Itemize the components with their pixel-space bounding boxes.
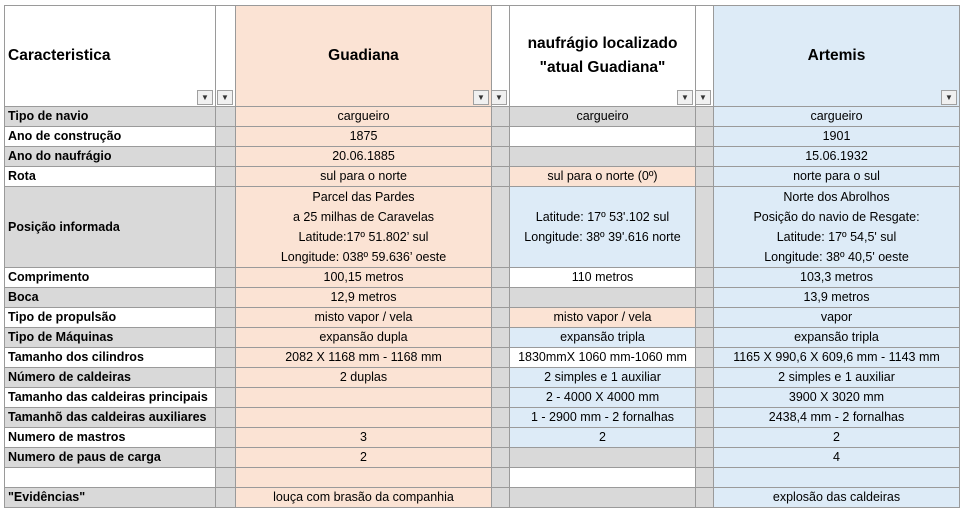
cell-naufragio bbox=[510, 488, 696, 508]
row-label: Tamanhõ das caldeiras auxiliares bbox=[5, 408, 216, 428]
filter-dropdown-icon[interactable]: ▼ bbox=[941, 90, 957, 105]
table-row bbox=[5, 167, 960, 187]
cell-artemis: 13,9 metros bbox=[714, 288, 960, 308]
row-label: Tipo de Máquinas bbox=[5, 328, 216, 348]
cell-guadiana: 12,9 metros bbox=[236, 288, 492, 308]
cell-guadiana: louça com brasão da companhia bbox=[236, 488, 492, 508]
cell-artemis: 4 bbox=[714, 448, 960, 468]
cell-artemis: 3900 X 3020 mm bbox=[714, 388, 960, 408]
cell-artemis: 1165 X 990,6 X 609,6 mm - 1143 mm bbox=[714, 348, 960, 368]
table-row bbox=[5, 308, 960, 328]
table-row bbox=[5, 408, 960, 428]
table-row bbox=[5, 348, 960, 368]
cell-guadiana: cargueiro bbox=[236, 107, 492, 127]
filter-dropdown-icon[interactable]: ▼ bbox=[217, 90, 233, 105]
row-label: Comprimento bbox=[5, 268, 216, 288]
cell-artemis: 1901 bbox=[714, 127, 960, 147]
table-row bbox=[5, 288, 960, 308]
row-label: "Evidências" bbox=[5, 488, 216, 508]
cell-guadiana: 100,15 metros bbox=[236, 268, 492, 288]
spacer-cell bbox=[696, 6, 714, 107]
cell-artemis bbox=[714, 468, 960, 488]
row-label: Tamanho das caldeiras principais bbox=[5, 388, 216, 408]
row-label: Rota bbox=[5, 167, 216, 187]
header-caracteristica: Caracteristica ▼ bbox=[5, 6, 216, 107]
table-row bbox=[5, 268, 960, 288]
cell-naufragio: 2 bbox=[510, 428, 696, 448]
cell-guadiana: sul para o norte bbox=[236, 167, 492, 187]
row-label: Numero de mastros bbox=[5, 428, 216, 448]
cell-naufragio bbox=[510, 468, 696, 488]
filter-dropdown-icon[interactable]: ▼ bbox=[677, 90, 693, 105]
cell-naufragio bbox=[510, 127, 696, 147]
cell-guadiana: 1875 bbox=[236, 127, 492, 147]
cell-artemis: 2438,4 mm - 2 fornalhas bbox=[714, 408, 960, 428]
table-row bbox=[5, 388, 960, 408]
cell-guadiana: 2 duplas bbox=[236, 368, 492, 388]
table-row bbox=[5, 107, 960, 127]
header-naufragio: naufrágio localizado "atual Guadiana" ▼ bbox=[510, 6, 696, 107]
cell-naufragio: sul para o norte (0º) bbox=[510, 167, 696, 187]
row-label: Tamanho dos cilindros bbox=[5, 348, 216, 368]
cell-naufragio: expansão tripla bbox=[510, 328, 696, 348]
filter-dropdown-icon[interactable]: ▼ bbox=[473, 90, 489, 105]
table-row bbox=[5, 428, 960, 448]
row-label: Número de caldeiras bbox=[5, 368, 216, 388]
row-label: Tipo de navio bbox=[5, 107, 216, 127]
header-row bbox=[5, 6, 960, 107]
table-row bbox=[5, 127, 960, 147]
cell-naufragio: cargueiro bbox=[510, 107, 696, 127]
cell-guadiana bbox=[236, 468, 492, 488]
cell-artemis: Norte dos Abrolhos Posição do navio de Resgate: Latitude: 17º 54,5' sul Longitude: 38º 40,5' oeste bbox=[714, 187, 960, 268]
table-row bbox=[5, 187, 960, 268]
table-row bbox=[5, 448, 960, 468]
cell-artemis: 103,3 metros bbox=[714, 268, 960, 288]
cell-naufragio bbox=[510, 288, 696, 308]
header-guadiana: Guadiana ▼ bbox=[236, 6, 492, 107]
spacer-cell bbox=[216, 6, 236, 107]
cell-guadiana: Parcel das Pardes a 25 milhas de Caravelas Latitude:17º 51.802’ sul Longitude: 038º 59.636’ oeste bbox=[236, 187, 492, 268]
cell-guadiana: 20.06.1885 bbox=[236, 147, 492, 167]
row-label: Tipo de propulsão bbox=[5, 308, 216, 328]
cell-guadiana: misto vapor / vela bbox=[236, 308, 492, 328]
cell-artemis: cargueiro bbox=[714, 107, 960, 127]
spreadsheet-table bbox=[4, 5, 960, 508]
row-label: Numero de paus de carga bbox=[5, 448, 216, 468]
cell-artemis: 15.06.1932 bbox=[714, 147, 960, 167]
table-row bbox=[5, 468, 960, 488]
row-label: Ano de construção bbox=[5, 127, 216, 147]
cell-naufragio: 2 simples e 1 auxiliar bbox=[510, 368, 696, 388]
filter-dropdown-icon[interactable]: ▼ bbox=[197, 90, 213, 105]
cell-guadiana: 3 bbox=[236, 428, 492, 448]
filter-dropdown-icon[interactable]: ▼ bbox=[696, 90, 712, 105]
cell-naufragio: Latitude: 17º 53'.102 sul Longitude: 38º 39'.616 norte bbox=[510, 187, 696, 268]
filter-dropdown-icon[interactable]: ▼ bbox=[492, 90, 508, 105]
cell-naufragio: 110 metros bbox=[510, 268, 696, 288]
row-label: Boca bbox=[5, 288, 216, 308]
row-label bbox=[5, 468, 216, 488]
cell-naufragio bbox=[510, 448, 696, 468]
cell-artemis: 2 simples e 1 auxiliar bbox=[714, 368, 960, 388]
cell-guadiana: 2082 X 1168 mm - 1168 mm bbox=[236, 348, 492, 368]
cell-artemis: norte para o sul bbox=[714, 167, 960, 187]
cell-guadiana: 2 bbox=[236, 448, 492, 468]
row-label: Ano do naufrágio bbox=[5, 147, 216, 167]
cell-naufragio: 2 - 4000 X 4000 mm bbox=[510, 388, 696, 408]
cell-naufragio: misto vapor / vela bbox=[510, 308, 696, 328]
cell-artemis: 2 bbox=[714, 428, 960, 448]
table-row bbox=[5, 147, 960, 167]
cell-naufragio: 1 - 2900 mm - 2 fornalhas bbox=[510, 408, 696, 428]
cell-guadiana bbox=[236, 388, 492, 408]
cell-naufragio: 1830mmX 1060 mm-1060 mm bbox=[510, 348, 696, 368]
cell-guadiana bbox=[236, 408, 492, 428]
table-row bbox=[5, 328, 960, 348]
cell-artemis: expansão tripla bbox=[714, 328, 960, 348]
header-artemis: Artemis ▼ bbox=[714, 6, 960, 107]
cell-guadiana: expansão dupla bbox=[236, 328, 492, 348]
cell-artemis: vapor bbox=[714, 308, 960, 328]
cell-naufragio bbox=[510, 147, 696, 167]
spacer-cell bbox=[492, 6, 510, 107]
row-label: Posição informada bbox=[5, 187, 216, 268]
table-row bbox=[5, 368, 960, 388]
table-row bbox=[5, 488, 960, 508]
cell-artemis: explosão das caldeiras bbox=[714, 488, 960, 508]
